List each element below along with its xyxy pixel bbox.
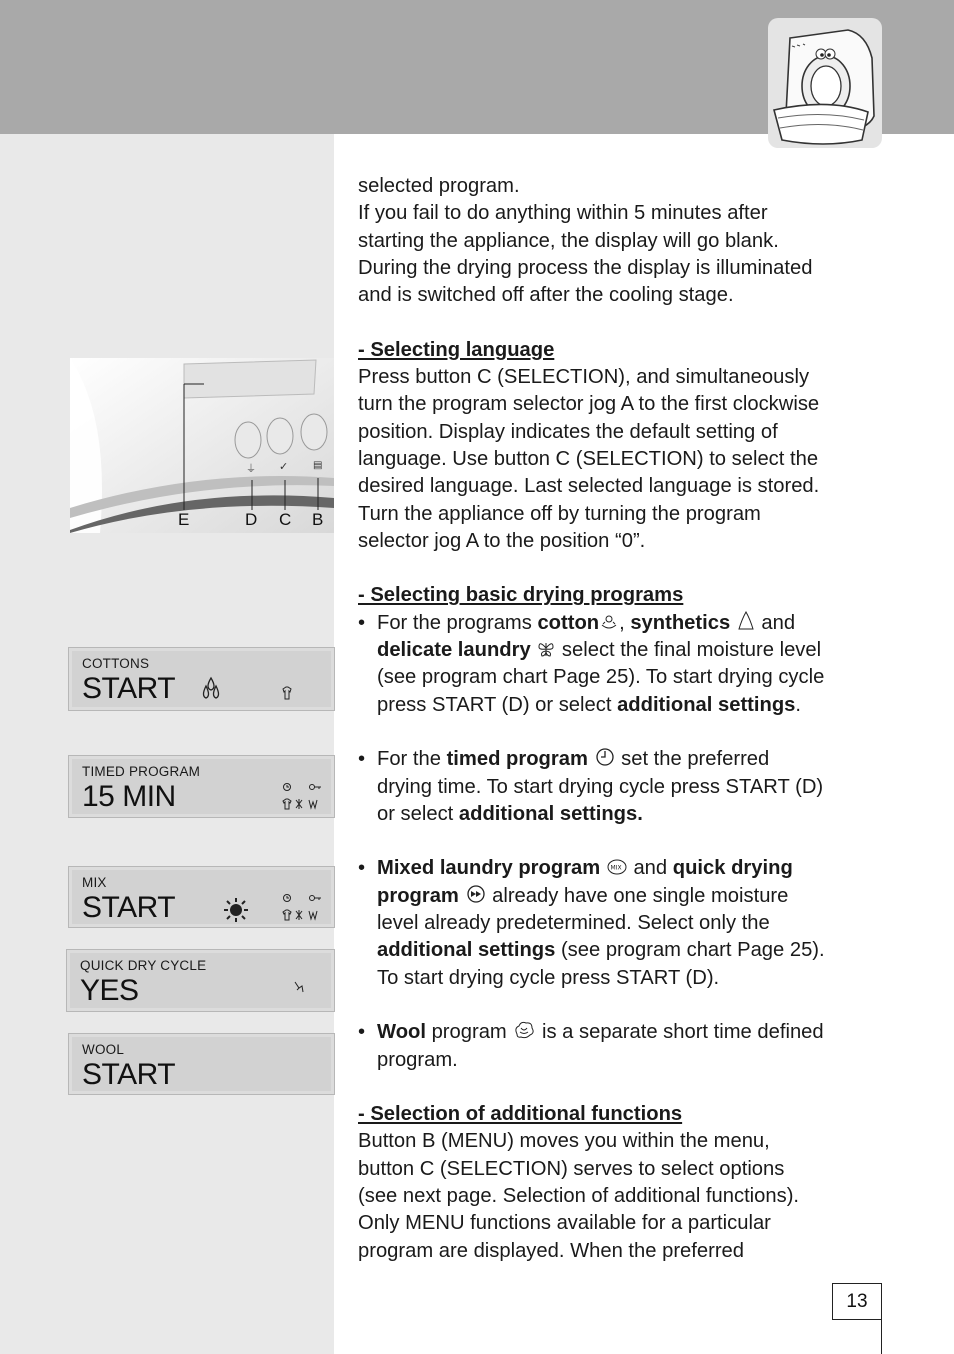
display-value: 15 MIN — [82, 780, 176, 813]
body-text — [358, 173, 888, 1265]
heading-basic-programs: - Selecting basic drying programs — [358, 584, 684, 607]
bullet-wool: • Wool program is a separate short time defined program. — [358, 1019, 888, 1074]
display-value: START — [82, 891, 176, 924]
label-c: C — [279, 510, 292, 529]
display-caption: QUICK DRY CYCLE — [80, 958, 207, 973]
svg-text:MIX: MIX — [610, 864, 622, 872]
text-line: and is switched off after the cooling stage. — [358, 284, 734, 307]
quick-drying-icon — [466, 884, 486, 904]
text-line: button C (SELECTION) serves to select options — [358, 1157, 785, 1180]
quick-icon — [293, 980, 305, 994]
display-caption: TIMED PROGRAM — [82, 764, 201, 779]
text-line: Only MENU functions available for a particular — [358, 1212, 771, 1235]
label-d: D — [245, 510, 258, 529]
text-line: selector jog A to the position “0”. — [358, 529, 646, 552]
heading-additional-functions: - Selection of additional functions — [358, 1103, 683, 1126]
option-icons — [281, 782, 327, 812]
sun-icon — [223, 897, 249, 923]
display-cottons — [68, 647, 335, 711]
page-number: 13 — [832, 1283, 882, 1320]
text-line: selected program. — [358, 175, 520, 197]
text-line: language. Use button C (SELECTION) to select the — [358, 447, 819, 470]
label-e: E — [178, 510, 190, 529]
svg-text:▤: ▤ — [313, 460, 323, 471]
text-line: Button B (MENU) moves you within the menu, — [358, 1130, 770, 1153]
display-caption: WOOL — [82, 1042, 125, 1057]
shirt-icon — [281, 686, 293, 700]
display-mix — [68, 866, 335, 928]
synthetics-icon — [737, 611, 755, 631]
bullet-mixed-quick: • Mixed laundry program MIX and quick drying program already have one single moisture level already predetermined. Select only the additional settings (see program chart Page 25). To start drying cycle press START (D). — [358, 855, 888, 991]
display-value: START — [82, 672, 176, 705]
display-timed-program — [68, 755, 335, 818]
option-icons — [281, 893, 327, 923]
text-line: Turn the appliance off by turning the program — [358, 502, 761, 525]
bullet-timed-program: • For the timed program set the preferred drying time. To start drying cycle press START (D) or select additional settings. — [358, 746, 888, 828]
text-line: (see next page. Selection of additional functions). — [358, 1184, 800, 1207]
text-line: position. Display indicates the default setting of — [358, 420, 778, 443]
page-number-rule — [881, 1320, 882, 1354]
display-value: START — [82, 1058, 176, 1091]
display-caption: COTTONS — [82, 656, 150, 671]
svg-text:✓: ✓ — [279, 460, 289, 473]
bullet-cotton-synthetics-delicate: • For the programs cotton , synthetics and delicate laundry select the final moisture level (see program chart Page 25). To start drying cycle press START (D) or select additional settings. — [358, 610, 888, 719]
clock-icon — [595, 747, 615, 767]
text-line: During the drying process the display is illuminated — [358, 256, 813, 279]
wool-icon — [513, 1020, 535, 1040]
control-panel-photo — [70, 358, 334, 533]
cotton-icon — [600, 613, 618, 631]
heading-selecting-language: - Selecting language — [358, 338, 555, 361]
text-line: desired language. Last selected language is stored. — [358, 475, 820, 498]
display-caption: MIX — [82, 875, 107, 890]
text-line: If you fail to do anything within 5 minutes after — [358, 202, 768, 225]
text-line: turn the program selector jog A to the first clockwise — [358, 393, 820, 416]
display-wool — [68, 1033, 335, 1095]
text-line: starting the appliance, the display will go blank. — [358, 229, 779, 252]
text-line: program are displayed. When the preferred — [358, 1239, 745, 1262]
label-b: B — [312, 510, 324, 529]
dryer-mascot-illustration — [768, 18, 882, 148]
drops-icon — [199, 676, 223, 700]
mix-icon — [607, 858, 627, 876]
display-value: YES — [80, 974, 139, 1007]
left-sidebar — [0, 134, 334, 1354]
butterfly-icon — [537, 640, 555, 658]
display-quick-dry-cycle — [66, 949, 335, 1012]
text-line: Press button C (SELECTION), and simultaneously — [358, 366, 810, 389]
svg-text:⏚: ⏚ — [246, 464, 256, 475]
